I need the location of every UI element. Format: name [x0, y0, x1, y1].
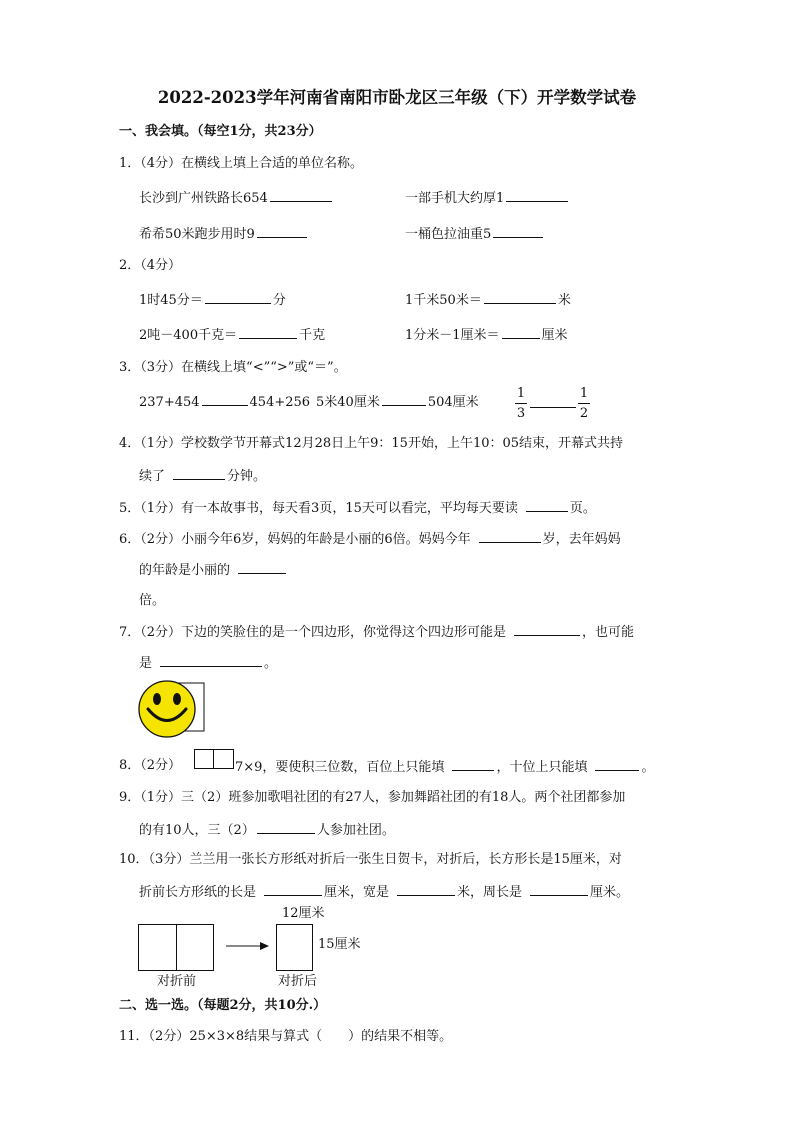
- answer-blank[interactable]: [452, 757, 494, 771]
- q2-item-a-post: 分: [272, 293, 286, 308]
- q7-line2: [139, 653, 277, 673]
- q10-line2-pre: 折前长方形纸的长是: [139, 885, 257, 900]
- q9-line1: 9．（1分）三（2）班参加歌唱社团的有27人，参加舞蹈社团的有18人。两个社团都参加: [119, 790, 626, 805]
- q3-item-b-right: 504厘米: [427, 395, 479, 410]
- answer-blank[interactable]: [160, 653, 262, 667]
- q2-item-b-post: 米: [557, 293, 571, 308]
- q1-stem: 1．（4分）在横线上填上合适的单位名称。: [119, 156, 364, 171]
- q2-item-c-post: 千克: [299, 328, 326, 343]
- digit-box-1[interactable]: [194, 749, 214, 769]
- q10-line2-mid2: 米，周长是: [457, 885, 523, 900]
- fold-line: [176, 924, 177, 971]
- answer-blank[interactable]: [493, 224, 543, 238]
- section1-heading: 一、我会填。（每空1分，共23分）: [119, 124, 322, 139]
- q2-item-c: [139, 325, 325, 345]
- q3-item-a-right: 454+256: [249, 395, 311, 410]
- q9-line2: [139, 820, 395, 840]
- q3-item-b: [316, 392, 479, 412]
- q6-line1-post: 岁，去年妈妈: [542, 532, 621, 547]
- q1-item-b: [405, 188, 570, 208]
- q6-line2-pre: 的年龄是小丽的: [139, 563, 231, 578]
- answer-blank[interactable]: [514, 622, 580, 636]
- q2-item-c-pre: 2吨－400千克＝: [139, 328, 238, 343]
- q7-line1-pre: 7．（2分）下边的笑脸住的是一个四边形，你觉得这个四边形可能是: [119, 625, 507, 640]
- folded-rectangle: [276, 924, 313, 971]
- answer-blank[interactable]: [382, 392, 426, 406]
- q4-line2-post: 分钟。: [227, 469, 267, 484]
- figure-label-after: 对折后: [278, 974, 318, 989]
- q11-stem: 11．（2分）25×3×8结果与算式（ ）的结果不相等。: [119, 1029, 453, 1044]
- figure-label-before: 对折前: [157, 974, 197, 989]
- q2-item-a: [139, 290, 286, 310]
- q4-line2-pre: 续了: [139, 469, 166, 484]
- answer-blank[interactable]: [238, 560, 286, 574]
- q7-line1: [119, 622, 634, 642]
- q1-item-d-text: 一桶色拉油重5: [405, 227, 492, 242]
- q6-line1: [119, 529, 621, 549]
- answer-blank[interactable]: [530, 407, 576, 408]
- q10-line1: 10．（3分）兰兰用一张长方形纸对折后一张生日贺卡，对折后，长方形长是15厘米，对: [119, 852, 622, 867]
- q5-pre: 5．（1分）有一本故事书，每天看3页，15天可以看完，平均每天要读: [119, 501, 518, 516]
- q2-item-b-pre: 1千米50米＝: [405, 293, 482, 308]
- q2-item-a-pre: 1时45分＝: [139, 293, 203, 308]
- q8-line: [235, 757, 654, 777]
- answer-blank[interactable]: [202, 392, 248, 406]
- q8-mid2: ，十位上只能填: [496, 760, 588, 775]
- q1-item-c: [139, 224, 309, 244]
- fraction-2-bar: [578, 403, 590, 404]
- fraction-1-numerator: 1: [516, 386, 526, 401]
- q7-line2-post: 。: [264, 656, 278, 671]
- right-arrow-icon: [226, 941, 270, 951]
- answer-blank[interactable]: [502, 325, 540, 339]
- q4-line2: [139, 466, 266, 486]
- q2-stem: 2．（4分）: [119, 258, 182, 273]
- q1-item-a: [139, 188, 334, 208]
- q7-line1-post: ，也可能: [582, 625, 635, 640]
- figure-side-label: 15厘米: [318, 937, 361, 952]
- answer-blank[interactable]: [526, 498, 568, 512]
- q9-line2-post: 人参加社团。: [316, 823, 395, 838]
- answer-blank[interactable]: [205, 290, 271, 304]
- q8-label: 8．（2分）: [119, 758, 182, 773]
- fraction-1-bar: [515, 403, 527, 404]
- q5-post: 页。: [569, 501, 596, 516]
- q8-mid: 7×9，要使积三位数，百位上只能填: [235, 760, 445, 775]
- answer-blank[interactable]: [506, 188, 568, 202]
- q4-line1: 4．（1分）学校数学节开幕式12月28日上午9：15开始，上午10：05结束，开幕式共持: [119, 436, 624, 451]
- page-title: 2022-2023学年河南省南阳市卧龙区三年级（下）开学数学试卷: [157, 88, 637, 107]
- q3-item-b-left: 5米40厘米: [316, 395, 380, 410]
- answer-blank[interactable]: [239, 325, 297, 339]
- q3-stem: 3．（3分）在横线上填“<”“>”或“＝”。: [119, 360, 347, 375]
- answer-blank[interactable]: [270, 188, 332, 202]
- q1-item-c-text: 希希50米跑步用时9: [139, 227, 255, 242]
- q9-line2-pre: 的有10人，三（2）: [139, 823, 255, 838]
- q1-item-b-text: 一部手机大约厚1: [405, 191, 505, 206]
- answer-blank[interactable]: [173, 466, 225, 480]
- smiley-quadrilateral-figure: [136, 680, 208, 740]
- q10-line2-post: 厘米。: [590, 885, 630, 900]
- q1-item-d: [405, 224, 545, 244]
- q6-line1-pre: 6．（2分）小丽今年6岁，妈妈的年龄是小丽的6倍。妈妈今年: [119, 532, 471, 547]
- q8-post: 。: [641, 760, 655, 775]
- q2-item-d-pre: 1分米－1厘米＝: [405, 328, 500, 343]
- fraction-2-denominator: 2: [579, 406, 589, 421]
- q2-item-b: [405, 290, 571, 310]
- answer-blank[interactable]: [479, 529, 541, 543]
- q3-item-a: [139, 392, 310, 412]
- q10-line2-mid: 厘米，宽是: [324, 885, 390, 900]
- q6-line2: [139, 560, 288, 580]
- smiley-left-eye: [153, 693, 161, 705]
- fraction-1-denominator: 3: [516, 406, 526, 421]
- answer-blank[interactable]: [484, 290, 556, 304]
- q6-line3: 倍。: [139, 593, 166, 608]
- q3-item-a-left: 237+454: [139, 395, 200, 410]
- answer-blank[interactable]: [397, 882, 455, 896]
- answer-blank[interactable]: [257, 820, 315, 834]
- figure-top-label: 12厘米: [282, 906, 325, 921]
- digit-box-2[interactable]: [213, 749, 234, 769]
- answer-blank[interactable]: [264, 882, 322, 896]
- smiley-right-eye: [173, 693, 181, 705]
- section2-heading: 二、选一选。（每题2分，共10分.）: [119, 998, 327, 1013]
- q1-item-a-text: 长沙到广州铁路长654: [139, 191, 268, 206]
- q7-line2-pre: 是: [139, 656, 153, 671]
- answer-blank[interactable]: [530, 882, 588, 896]
- q5-line: [119, 498, 596, 518]
- q2-item-d: [405, 325, 568, 345]
- answer-blank[interactable]: [257, 224, 307, 238]
- q10-line2: [139, 882, 629, 902]
- fraction-2-numerator: 1: [579, 386, 589, 401]
- q2-item-d-post: 厘米: [541, 328, 568, 343]
- answer-blank[interactable]: [595, 757, 639, 771]
